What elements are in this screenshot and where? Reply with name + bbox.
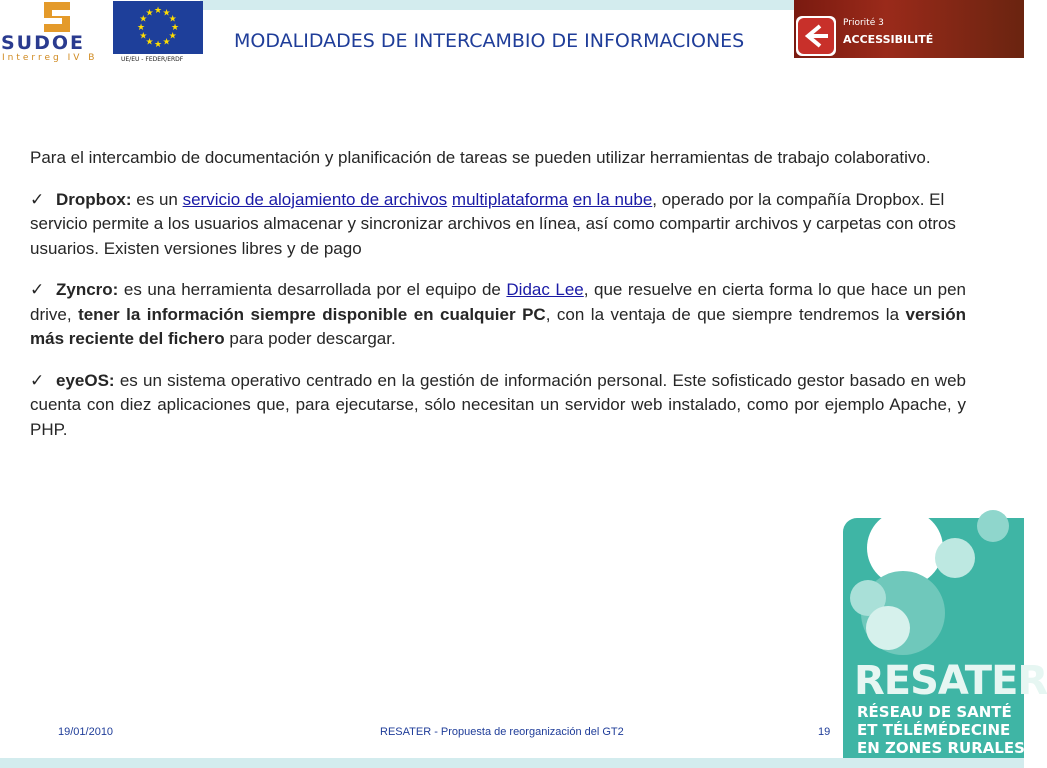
dropbox-name: Dropbox:	[56, 189, 132, 209]
eu-star-icon: ★	[139, 30, 148, 41]
eu-flag-caption: UE/EU - FEDER/ERDF	[121, 56, 184, 63]
eyeos-name: eyeOS:	[56, 370, 115, 390]
eu-star-icon: ★	[170, 22, 180, 32]
eyeos-item	[30, 369, 966, 443]
zyncro-name: Zyncro:	[56, 280, 119, 299]
eu-star-icon: ★	[162, 7, 171, 18]
zyncro-text-2: , que resuelve en cierta forma lo que hace un pen drive,	[30, 280, 966, 324]
dropbox-item	[30, 188, 966, 262]
page-title: MODALIDADES DE INTERCAMBIO DE INFORMACIONES	[234, 30, 745, 52]
footer-title: RESATER - Propuesta de reorganización del GT2	[380, 726, 624, 738]
accessibility-icon	[796, 16, 836, 56]
zyncro-text-3: , con la ventaja de que siempre tendremos la	[545, 304, 906, 324]
eu-star-icon: ★	[145, 36, 154, 47]
slide-body	[30, 146, 966, 459]
link-multiplataforma[interactable]: multiplataforma	[451, 189, 569, 209]
priority-accessibility-label: ACCESSIBILITÉ	[843, 33, 934, 46]
checkmark-icon: ✓	[30, 189, 45, 209]
resater-wordmark: RESATER	[854, 658, 1047, 704]
link-servicio-alojamiento[interactable]: servicio de alojamiento de archivos	[182, 189, 448, 209]
checkmark-icon: ✓	[30, 370, 45, 390]
zyncro-text-4: para poder descargar.	[224, 329, 396, 348]
eu-flag-logo	[113, 1, 203, 54]
link-didac-lee[interactable]: Didac Lee	[506, 280, 584, 299]
resater-line-3: EN ZONES RURALES	[857, 739, 1025, 757]
eu-star-icon: ★	[136, 22, 146, 32]
zyncro-text-1: es una herramienta desarrollada por el equipo de	[118, 280, 507, 299]
eu-star-icon: ★	[153, 5, 163, 15]
intro-paragraph: Para el intercambio de documentación y planificación de tareas se pueden utilizar herramientas de trabajo colaborativo.	[30, 148, 931, 167]
top-accent-bar	[200, 0, 795, 10]
zyncro-item	[30, 278, 966, 352]
dropbox-text-2: , operado por la compañía Dropbox. El servicio permite a los usuarios almacenar y sincronizar archivos en línea, así como compartir archivos y carpetas con otros usuarios. Existen versiones libres y de pago	[30, 189, 956, 258]
resater-line-2: ET TÉLÉMÉDECINE	[857, 721, 1011, 739]
eu-star-icon: ★	[162, 36, 171, 47]
footer-date: 19/01/2010	[58, 726, 114, 738]
checkmark-icon: ✓	[30, 280, 45, 299]
eu-star-icon: ★	[168, 13, 177, 24]
eu-star-icon: ★	[145, 7, 154, 18]
zyncro-bold-1: tener la información siempre disponible en cualquier PC	[78, 304, 546, 324]
sudoe-logo-subtitle: Interreg IV B	[2, 53, 98, 63]
eu-star-icon: ★	[168, 30, 177, 41]
page-number: 19	[818, 726, 831, 738]
priority-label: Priorité 3	[843, 18, 884, 28]
zyncro-bold-2: versión más reciente del fichero	[30, 304, 966, 348]
bottom-accent-bar	[0, 758, 1024, 768]
sudoe-logo-text: SUDOE	[1, 32, 86, 54]
eu-star-icon: ★	[139, 13, 148, 24]
dropbox-text-1: es un	[131, 189, 183, 209]
eu-star-icon: ★	[153, 39, 163, 49]
eyeos-text-1: es un sistema operativo centrado en la gestión de información personal. Este sofisticado gestor basado en web cuenta con diez aplicaciones que, para ejecutarse, sólo necesitan un servidor web instalado, como por ejemplo Apache, y PHP.	[30, 370, 966, 439]
resater-line-1: RÉSEAU DE SANTÉ	[857, 703, 1012, 721]
link-en-la-nube[interactable]: en la nube	[572, 189, 653, 209]
